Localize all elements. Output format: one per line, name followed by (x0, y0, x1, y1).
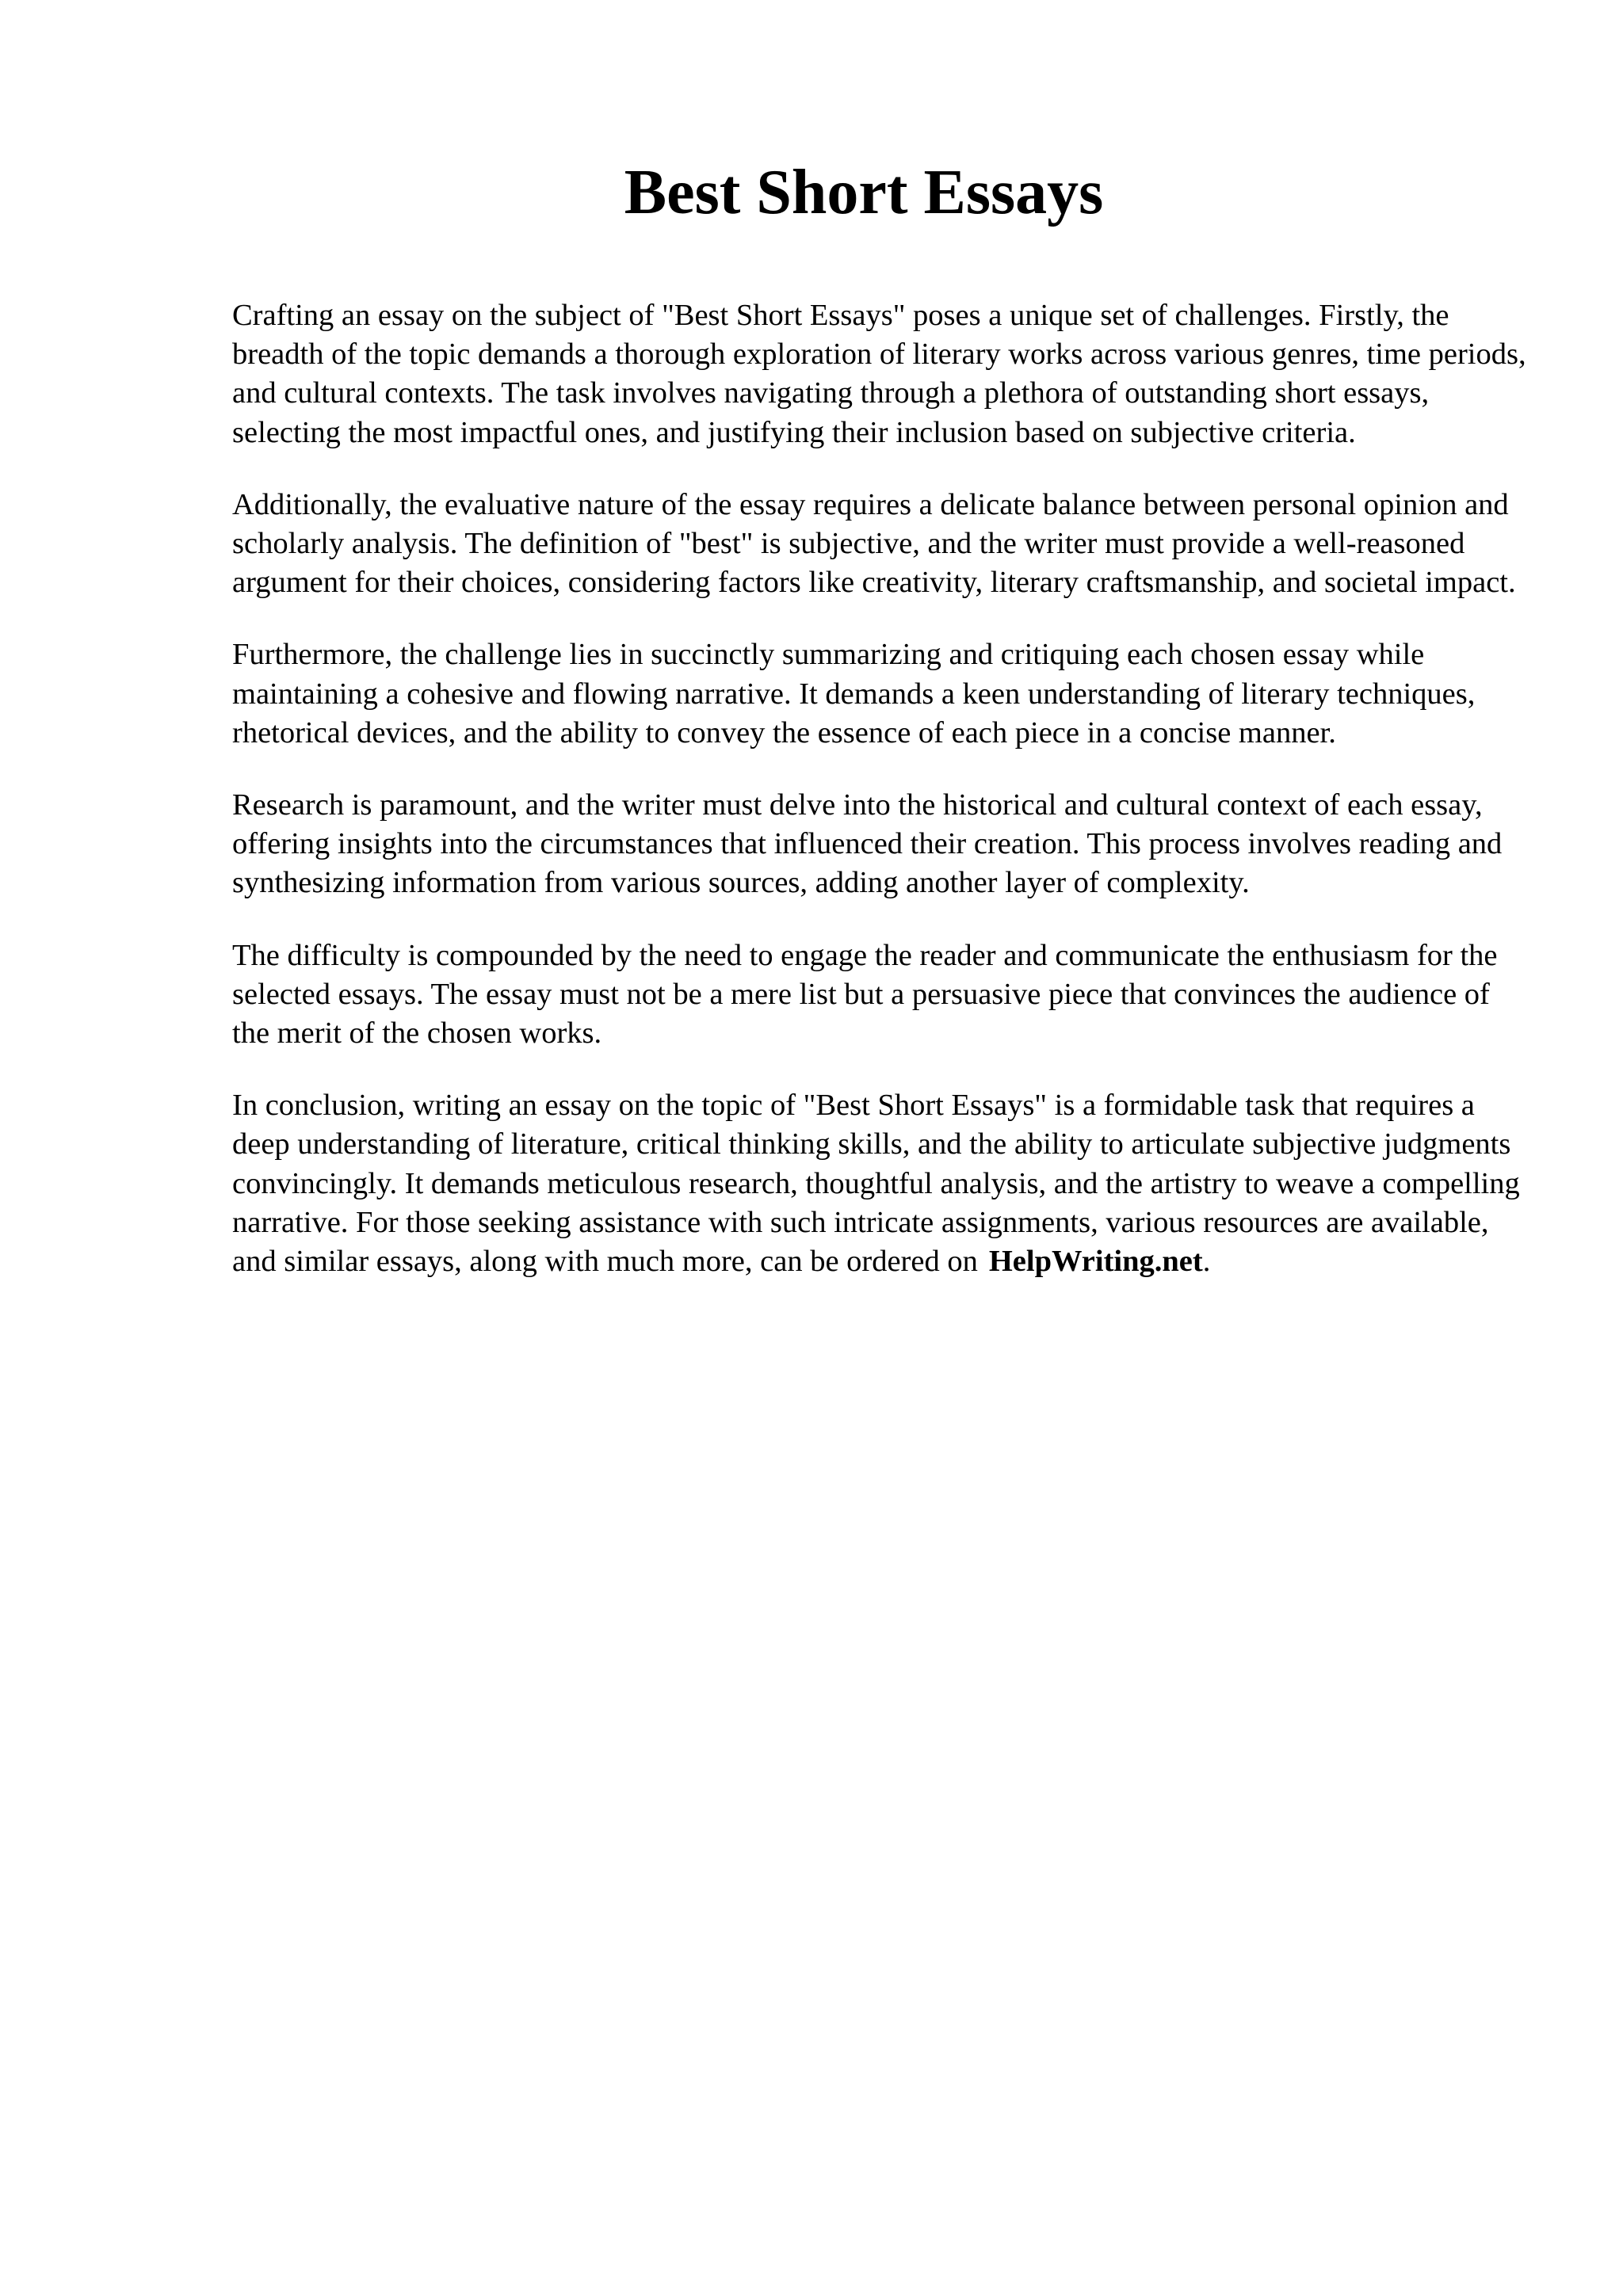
conclusion-paragraph (232, 1086, 1532, 1281)
helpwriting-link[interactable]: HelpWriting.net (988, 1245, 1203, 1279)
paragraph-4: Research is paramount, and the writer must delve into the historical and cultural context of each essay, offering insights into the circumstances that influenced their creation. This process involves reading and synthesizing information from various sources, adding another layer of complexity. (232, 788, 1503, 900)
paragraph-1: Crafting an essay on the subject of "Best Short Essays" poses a unique set of challenges. Firstly, the breadth of the topic demands a thorough exploration of literary works across various genres, time periods, and cultural contexts. The task involves navigating through a plethora of outstanding short essays, selecting the most impactful ones, and justifying their inclusion based on subjective criteria. (232, 299, 1526, 449)
document-title: Best Short Essays (624, 158, 1104, 227)
paragraph-2: Additionally, the evaluative nature of the essay requires a delicate balance between personal opinion and scholarly analysis. The definition of "best" is subjective, and the writer must provide a well-reasoned argument for their choices, considering factors like creativity, literary craftsmanship, and societal impact. (232, 487, 1516, 600)
conclusion-period: . (1202, 1245, 1211, 1279)
document-body (232, 296, 1532, 1281)
conclusion-text: In conclusion, writing an essay on the topic of "Best Short Essays" is a formidable task that requires a deep understanding of literature, critical thinking skills, and the ability to articulate subjective judgments convincingly. It demands meticulous research, thoughtful analysis, and the artistry to weave a compelling narrative. For those seeking assistance with such intricate assignments, various resources are available, and similar essays, along with much more, can be ordered on (232, 1089, 1520, 1279)
paragraph-5: The difficulty is compounded by the need to engage the reader and communicate the enthusiasm for the selected essays. The essay must not be a mere list but a persuasive piece that convinces the audience of the merit of the chosen works. (232, 938, 1498, 1051)
paragraph-3: Furthermore, the challenge lies in succinctly summarizing and critiquing each chosen essay while maintaining a cohesive and flowing narrative. It demands a keen understanding of literary techniques, rhetorical devices, and the ability to convey the essence of each piece in a concise manner. (232, 638, 1476, 749)
